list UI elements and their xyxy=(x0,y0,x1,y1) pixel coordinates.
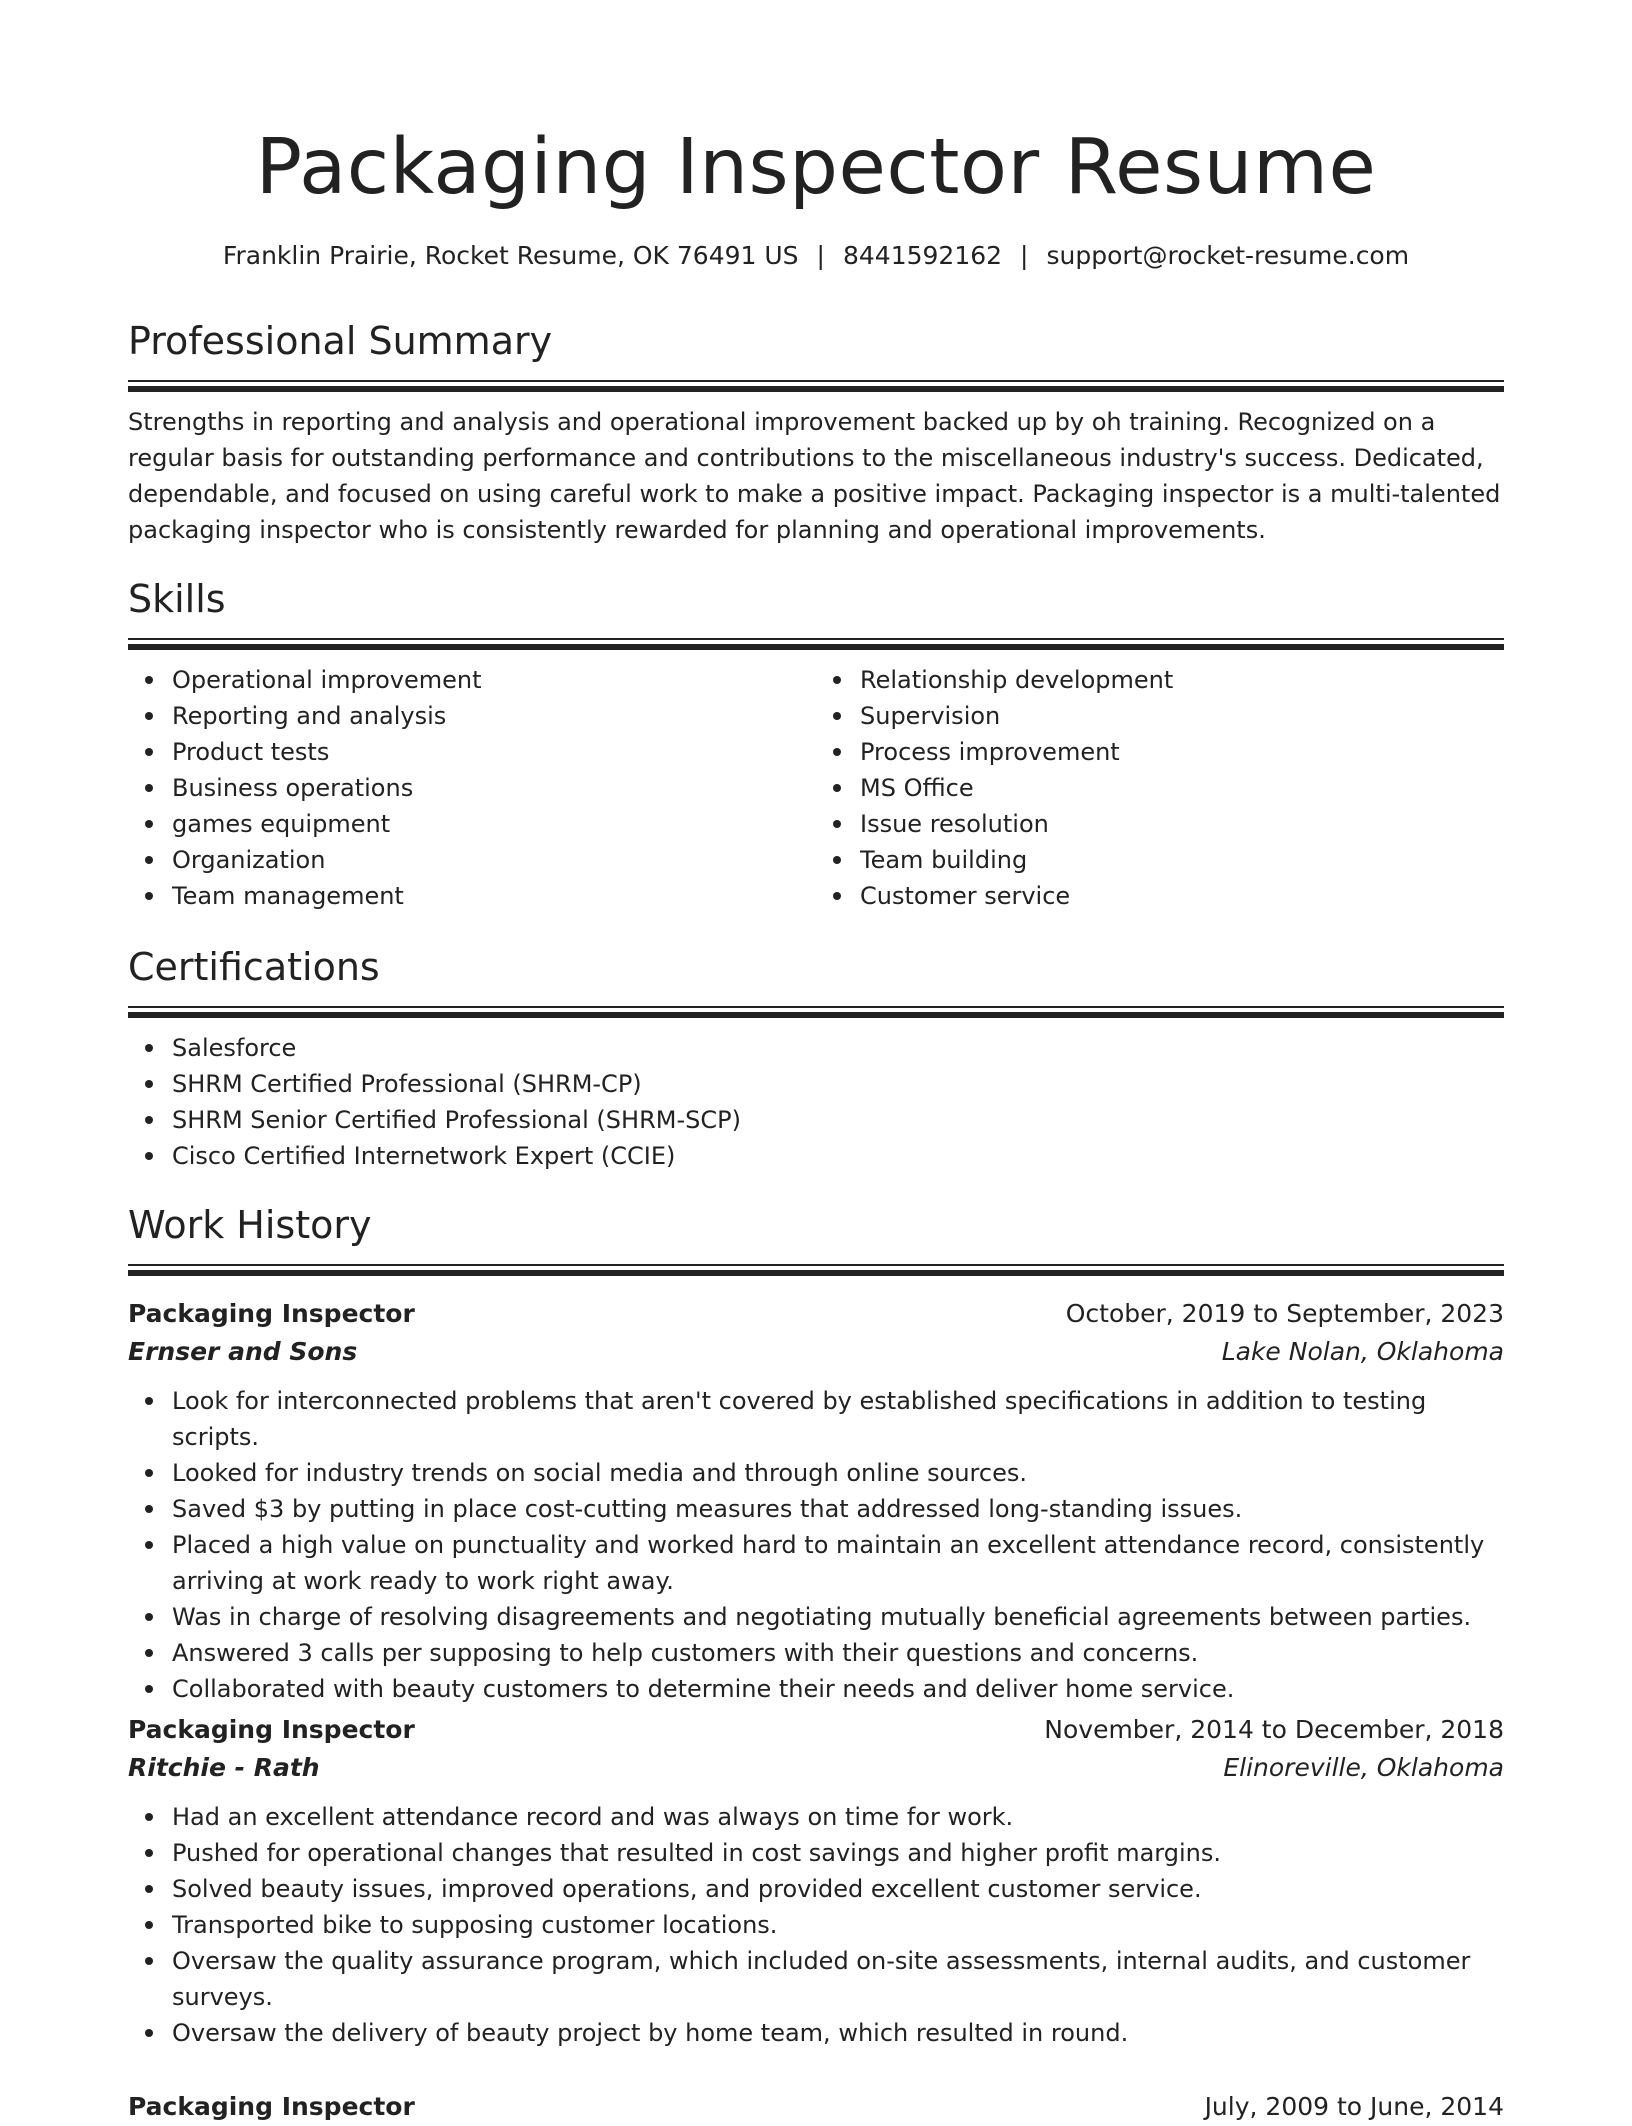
summary-text: Strengths in reporting and analysis and operational improvement backed up by oh training. Recognized on a regular basis for outstanding performance and contributions to the miscellaneous industry's success. Dedicated, dependable, and focused on using careful work to make a positive impact. Packaging inspector is a multi-talented packaging inspector who is consistently rewarded for planning and operational improvements. xyxy=(128,408,1501,544)
job-dates: July, 2009 to June, 2014 xyxy=(1204,2092,1504,2121)
skill-item: Organization xyxy=(172,842,816,878)
skills-list-right xyxy=(816,662,1504,914)
certifications-list xyxy=(128,1030,1504,1174)
section-divider xyxy=(128,638,1504,650)
job-bullet: Transported bike to supposing customer locations. xyxy=(172,1907,1504,1943)
contact-email: support@rocket-resume.com xyxy=(1046,241,1410,270)
job-bullets xyxy=(128,1383,1504,1707)
job-entry xyxy=(128,1295,1504,1707)
section-divider xyxy=(128,380,1504,392)
certification-item: Salesforce xyxy=(172,1030,1504,1066)
job-bullet: Had an excellent attendance record and was always on time for work. xyxy=(172,1799,1504,1835)
job-location: Lake Nolan, Oklahoma xyxy=(1221,1337,1504,1366)
contact-address: Franklin Prairie, Rocket Resume, OK 76491 US xyxy=(222,241,799,270)
job-bullet: Look for interconnected problems that aren't covered by established specifications in addition to testing scripts. xyxy=(172,1383,1504,1455)
section-divider xyxy=(128,1006,1504,1018)
job-entry xyxy=(128,1711,1504,2051)
contact-line xyxy=(128,238,1504,274)
job-title: Packaging Inspector xyxy=(128,1299,415,1328)
job-dates: November, 2014 to December, 2018 xyxy=(1044,1715,1504,1744)
certifications-heading: Certifications xyxy=(128,945,380,989)
skill-item: Process improvement xyxy=(860,734,1504,770)
job-company: Ritchie - Rath xyxy=(128,1753,320,1782)
job-bullet: Oversaw the delivery of beauty project by home team, which resulted in round. xyxy=(172,2015,1504,2051)
skill-item: Relationship development xyxy=(860,662,1504,698)
skills-list-left xyxy=(128,662,816,914)
summary-section xyxy=(128,316,1504,548)
section-divider xyxy=(128,1264,1504,1276)
job-bullet: Was in charge of resolving disagreements and negotiating mutually beneficial agreements between parties. xyxy=(172,1599,1504,1635)
job-bullet: Solved beauty issues, improved operations, and provided excellent customer service. xyxy=(172,1871,1504,1907)
job-bullet: Oversaw the quality assurance program, which included on-site assessments, internal audits, and customer surveys. xyxy=(172,1943,1504,2015)
job-bullet: Collaborated with beauty customers to determine their needs and deliver home service. xyxy=(172,1671,1504,1707)
job-bullets xyxy=(128,1799,1504,2051)
job-location: Elinoreville, Oklahoma xyxy=(1223,1753,1504,1782)
skill-item: Supervision xyxy=(860,698,1504,734)
skill-item: Issue resolution xyxy=(860,806,1504,842)
skill-item: Business operations xyxy=(172,770,816,806)
certifications-section xyxy=(128,942,1504,1174)
job-bullet: Saved $3 by putting in place cost-cutting measures that addressed long-standing issues. xyxy=(172,1491,1504,1527)
job-title: Packaging Inspector xyxy=(128,2092,415,2121)
skills-section xyxy=(128,574,1504,914)
skill-item: Customer service xyxy=(860,878,1504,914)
certification-item: Cisco Certified Internetwork Expert (CCIE) xyxy=(172,1138,1504,1174)
skill-item: MS Office xyxy=(860,770,1504,806)
contact-phone: 8441592162 xyxy=(842,241,1003,270)
job-bullet: Answered 3 calls per supposing to help customers with their questions and concerns. xyxy=(172,1635,1504,1671)
summary-heading: Professional Summary xyxy=(128,319,553,363)
skills-columns xyxy=(128,650,1504,914)
skill-item: games equipment xyxy=(172,806,816,842)
work-history-section xyxy=(128,1200,1504,1276)
certification-item: SHRM Certified Professional (SHRM-CP) xyxy=(172,1066,1504,1102)
contact-separator: | xyxy=(816,241,825,270)
skill-item: Operational improvement xyxy=(172,662,816,698)
job-company: Ernser and Sons xyxy=(128,1337,358,1366)
certification-item: SHRM Senior Certified Professional (SHRM-SCP) xyxy=(172,1102,1504,1138)
skill-item: Team management xyxy=(172,878,816,914)
work-history-heading: Work History xyxy=(128,1203,372,1247)
job-entry xyxy=(128,2088,1504,2126)
skill-item: Reporting and analysis xyxy=(172,698,816,734)
job-bullet: Looked for industry trends on social media and through online sources. xyxy=(172,1455,1504,1491)
skills-heading: Skills xyxy=(128,577,226,621)
job-dates: October, 2019 to September, 2023 xyxy=(1065,1299,1504,1328)
skill-item: Product tests xyxy=(172,734,816,770)
job-bullet: Pushed for operational changes that resulted in cost savings and higher profit margins. xyxy=(172,1835,1504,1871)
skill-item: Team building xyxy=(860,842,1504,878)
job-title: Packaging Inspector xyxy=(128,1715,415,1744)
resume-title: Packaging Inspector Resume xyxy=(255,123,1377,212)
contact-separator: | xyxy=(1020,241,1029,270)
job-bullet: Placed a high value on punctuality and worked hard to maintain an excellent attendance record, consistently arriving at work ready to work right away. xyxy=(172,1527,1504,1599)
